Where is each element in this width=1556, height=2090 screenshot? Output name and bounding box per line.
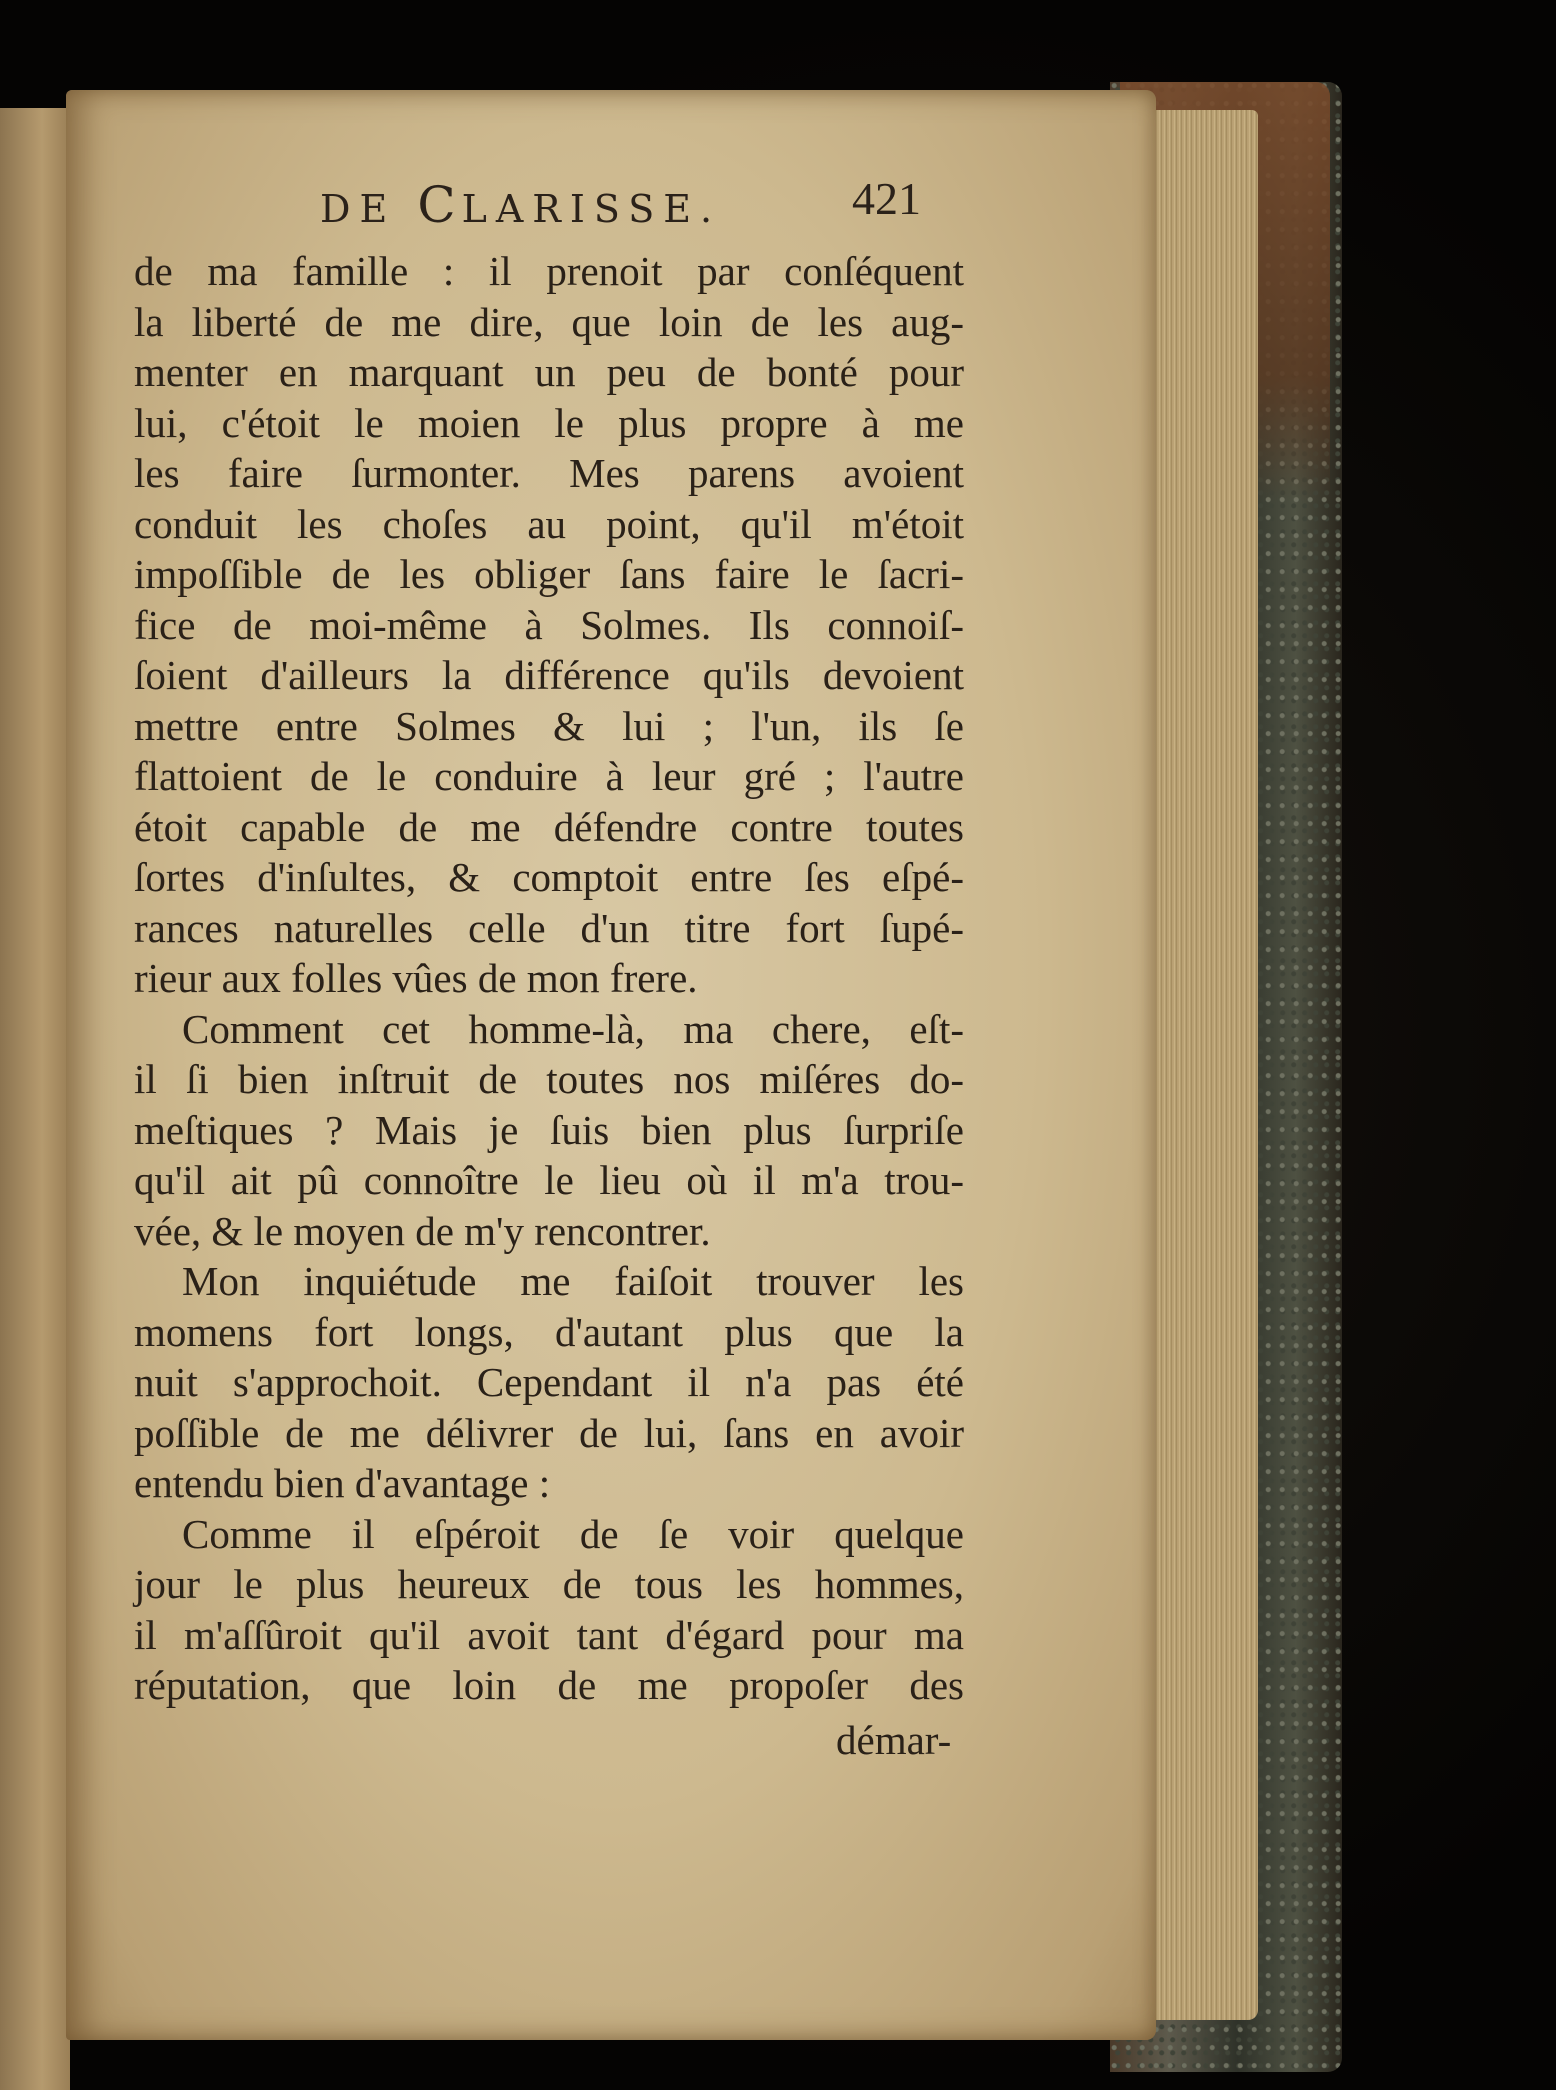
text-line: qu'il ait pû connoître le lieu où il m'a trou- (134, 1157, 964, 1203)
text-line: il m'aſſûroit qu'il avoit tant d'égard pour ma (134, 1611, 964, 1658)
text-line: nuit s'approchoit. Cependant il n'a pas été (134, 1359, 964, 1405)
text-line: meſtiques ? Mais je ſuis bien plus ſurpriſe (134, 1106, 964, 1153)
text-line: ſoient d'ailleurs la différence qu'ils devoient (134, 652, 964, 698)
text-line: les faire ſurmonter. Mes parens avoient (134, 450, 964, 496)
text-line: ſortes d'inſultes, & comptoit entre ſes eſpé- (134, 854, 964, 900)
text-line: conduit les choſes au point, qu'il m'étoit (134, 500, 964, 547)
facing-page-edge (0, 108, 70, 2090)
text-line: de ma famille : il prenoit par conſéquent (134, 248, 964, 294)
body-text (134, 246, 964, 1711)
text-line: rances naturelles celle d'un titre fort ſupé- (134, 904, 964, 951)
text-line: entendu bien d'avantage : (134, 1460, 551, 1506)
text-line: menter en marquant un peu de bonté pour (134, 349, 964, 395)
text-line: flattoient de le conduire à leur gré ; l'autre (134, 753, 964, 799)
text-line: impoſſible de les obliger ſans faire le ſacri- (134, 551, 964, 597)
text-line: mettre entre Solmes & lui ; l'un, ils ſe (134, 702, 964, 749)
running-head-initial: C (417, 176, 462, 234)
text-line: rieur aux folles vûes de mon frere. (134, 955, 698, 1001)
text-line: Comme il eſpéroit de ſe voir quelque (182, 1510, 964, 1557)
text-line: vée, & le moyen de m'y rencontrer. (134, 1207, 711, 1254)
text-line: momens fort longs, d'autant plus que la (134, 1308, 964, 1355)
text-line: la liberté de me dire, que loin de les aug- (134, 298, 964, 345)
text-line: étoit capable de me défendre contre toutes (134, 803, 964, 850)
text-line: fice de moi-même à Solmes. Ils connoiſ- (134, 601, 964, 648)
page-number: 421 (852, 173, 921, 224)
text-line: poſſible de me délivrer de lui, ſans en avoir (134, 1409, 964, 1456)
running-head-rest: LARISSE. (461, 187, 722, 231)
text-line: Mon inquiétude me faiſoit trouver les (182, 1258, 964, 1304)
catchword: démar- (836, 1717, 952, 1763)
text-line: Comment cet homme-là, ma chere, eſt- (182, 1005, 964, 1052)
text-line: il ſi bien inſtruit de toutes nos miſéres do- (134, 1056, 964, 1102)
text-line: jour le plus heureux de tous les hommes, (134, 1561, 964, 1607)
text-line: réputation, que loin de me propoſer des (134, 1662, 964, 1708)
running-head-prefix: DE (320, 187, 397, 231)
text-line: lui, c'étoit le moien le plus propre à me (134, 399, 964, 446)
running-head (320, 176, 721, 234)
